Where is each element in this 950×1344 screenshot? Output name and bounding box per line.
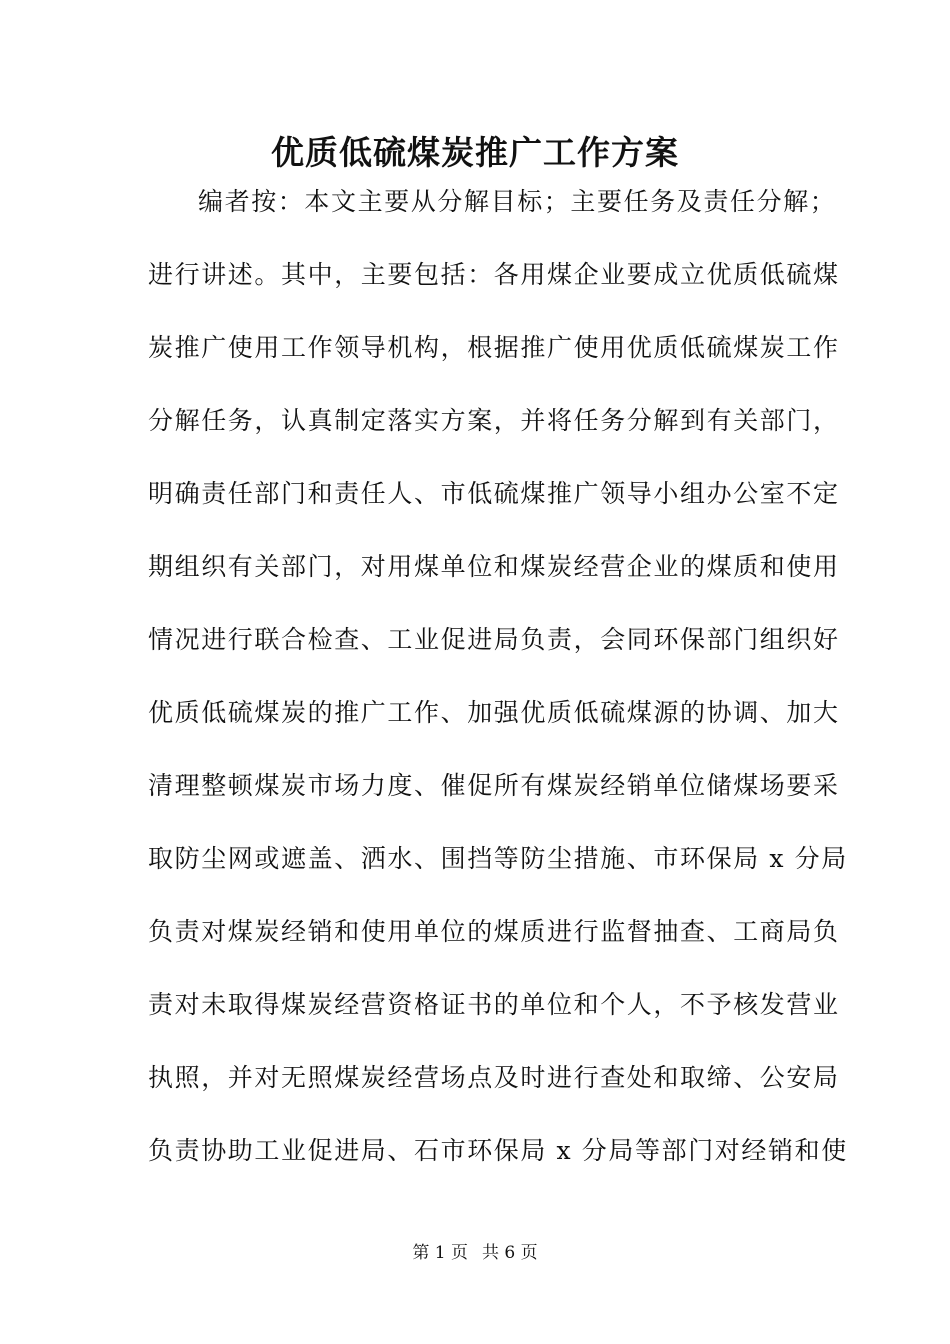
- page-footer: [0, 1240, 950, 1266]
- page-number: 第 1 页: [412, 1243, 468, 1263]
- body-line: 优质低硫煤炭的推广工作、加强优质低硫煤源的协调、加大: [148, 698, 840, 727]
- body-line: 取防尘网或遮盖、洒水、围挡等防尘措施、市环保局 x 分局: [148, 844, 848, 873]
- body-line: 编者按：本文主要从分解目标；主要任务及责任分解；: [198, 187, 837, 216]
- body-line: 责对未取得煤炭经营资格证书的单位和个人，不予核发营业: [148, 990, 840, 1019]
- body-line: 负责协助工业促进局、石市环保局 x 分局等部门对经销和使: [148, 1136, 848, 1165]
- body-line: 炭推广使用工作领导机构，根据推广使用优质低硫煤炭工作: [148, 333, 840, 362]
- page-total: 共 6 页: [482, 1243, 538, 1263]
- body-line: 明确责任部门和责任人、市低硫煤推广领导小组办公室不定: [148, 479, 840, 508]
- body-line: 清理整顿煤炭市场力度、催促所有煤炭经销单位储煤场要采: [148, 771, 840, 800]
- body-line: 进行讲述。其中，主要包括：各用煤企业要成立优质低硫煤: [148, 260, 840, 289]
- document-body: [148, 182, 848, 1204]
- body-line: 负责对煤炭经销和使用单位的煤质进行监督抽查、工商局负: [148, 917, 840, 946]
- body-line: 情况进行联合检查、工业促进局负责，会同环保部门组织好: [148, 625, 840, 654]
- body-line: 执照，并对无照煤炭经营场点及时进行查处和取缔、公安局: [148, 1063, 840, 1092]
- body-line: 分解任务，认真制定落实方案，并将任务分解到有关部门，: [148, 406, 840, 435]
- body-line: 期组织有关部门，对用煤单位和煤炭经营企业的煤质和使用: [148, 552, 840, 581]
- document-title: 优质低硫煤炭推广工作方案: [271, 133, 679, 172]
